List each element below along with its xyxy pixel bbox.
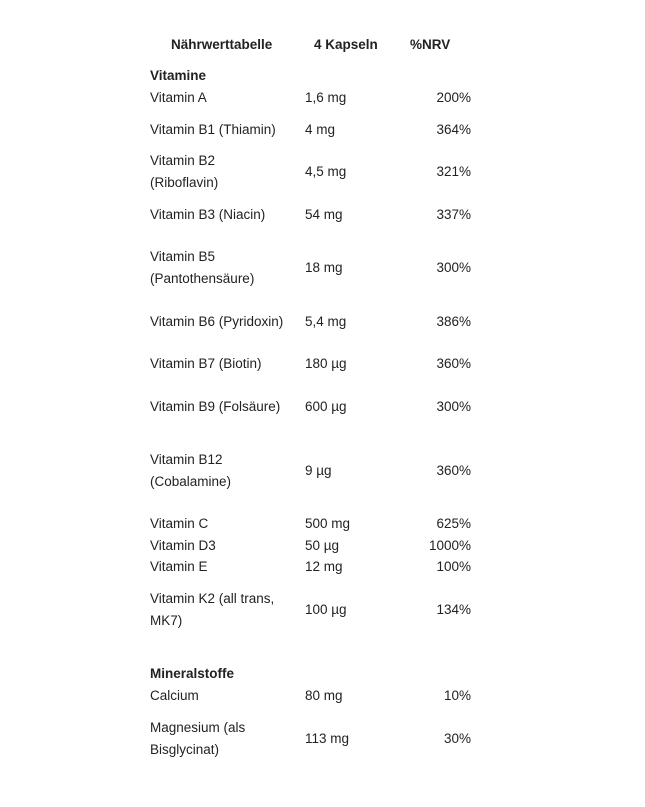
row-amount: 180 µg [305, 356, 347, 371]
row-nrv: 300% [436, 260, 471, 275]
row-amount: 113 mg [305, 731, 350, 746]
row-amount: 9 µg [305, 463, 332, 478]
row-name-line2: (Cobalamine) [150, 474, 232, 489]
row-amount: 12 mg [305, 559, 343, 574]
row-nrv: 625% [436, 516, 471, 531]
row-amount: 18 mg [305, 260, 343, 275]
row-amount: 500 mg [305, 516, 351, 531]
section-title-mineralstoffe: Mineralstoffe [150, 666, 235, 681]
row-amount: 600 µg [305, 399, 347, 414]
row-nrv: 337% [436, 207, 471, 222]
row-name-line2: (Pantothensäure) [150, 271, 255, 286]
row-nrv: 134% [436, 602, 471, 617]
header-col-amount: 4 Kapseln [314, 37, 378, 52]
row-nrv: 200% [436, 90, 471, 105]
row-nrv: 10% [443, 688, 471, 703]
row-name: Vitamin C [150, 516, 209, 531]
row-amount: 5,4 mg [305, 314, 347, 329]
row-amount: 4 mg [305, 122, 336, 137]
row-nrv: 360% [436, 463, 471, 478]
row-nrv: 386% [436, 314, 471, 329]
row-name: Vitamin B9 (Folsäure) [150, 399, 281, 414]
row-name: Vitamin B2 [150, 153, 216, 168]
row-name: Calcium [150, 688, 199, 703]
row-amount: 4,5 mg [305, 164, 347, 179]
row-name: Vitamin A [150, 90, 207, 105]
row-amount: 100 µg [305, 602, 347, 617]
row-nrv: 364% [436, 122, 471, 137]
row-name: Vitamin B6 (Pyridoxin) [150, 314, 284, 329]
row-name: Vitamin D3 [150, 538, 216, 553]
row-nrv: 1000% [428, 538, 471, 553]
row-name: Vitamin B5 [150, 249, 216, 264]
row-name: Vitamin B3 (Niacin) [150, 207, 266, 222]
row-name-line2: (Riboflavin) [150, 175, 219, 190]
row-name: Vitamin E [150, 559, 208, 574]
row-nrv: 300% [436, 399, 471, 414]
header-col-name: Nährwerttabelle [171, 37, 273, 52]
row-name-line2: Bisglycinat) [150, 742, 220, 757]
row-name: Vitamin B7 (Biotin) [150, 356, 262, 371]
section-title-vitamine: Vitamine [150, 68, 207, 83]
row-name-line2: MK7) [150, 613, 183, 628]
row-nrv: 100% [436, 559, 471, 574]
row-amount: 50 µg [305, 538, 340, 553]
row-nrv: 321% [436, 164, 471, 179]
row-amount: 54 mg [305, 207, 343, 222]
row-name: Magnesium (als [150, 720, 246, 735]
row-nrv: 30% [443, 731, 471, 746]
row-name: Vitamin B12 [150, 452, 223, 467]
header-col-nrv: %NRV [410, 37, 451, 52]
row-nrv: 360% [436, 356, 471, 371]
row-name: Vitamin B1 (Thiamin) [150, 122, 276, 137]
row-name: Vitamin K2 (all trans, [150, 591, 275, 606]
row-amount: 1,6 mg [305, 90, 347, 105]
row-amount: 80 mg [305, 688, 343, 703]
